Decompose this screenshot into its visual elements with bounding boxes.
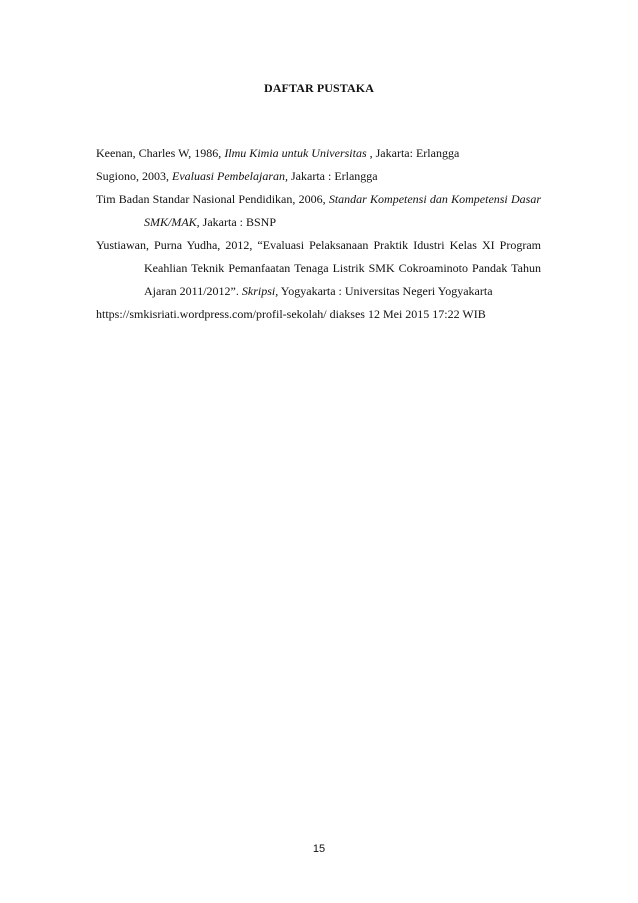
reference-entry-url xyxy=(96,303,541,326)
reference-text: Sugiono, 2003, xyxy=(96,169,173,183)
reference-title: Standar Kompetensi dan Kompetensi Dasar SMK/MAK, xyxy=(144,192,541,229)
reference-text: Yustiawan, Purna Yudha, 2012, “Evaluasi Pelaksanaan Praktik Idustri Kelas XI Program Keahlian Teknik Pemanfaatan Tenaga Listrik SMK Cokroaminoto Pandak Tahun Ajaran 2011/2012”. xyxy=(96,238,541,298)
reference-title: Skripsi, xyxy=(241,284,279,298)
page-number: 15 xyxy=(312,843,326,855)
reference-publisher: , Jakarta: Erlangga xyxy=(366,146,460,160)
reference-entry xyxy=(96,165,541,188)
reference-text: Keenan, Charles W, 1986, xyxy=(96,146,225,160)
reference-entry xyxy=(96,142,541,165)
reference-entry xyxy=(96,234,541,303)
reference-entry xyxy=(96,188,541,234)
reference-title: Ilmu Kimia untuk Universitas xyxy=(224,146,367,160)
reference-url-text: https://smkisriati.wordpress.com/profil-sekolah/ diakses 12 Mei 2015 17:22 WIB xyxy=(96,307,486,321)
reference-title: Evaluasi Pembelajaran, xyxy=(172,169,288,183)
reference-publisher: Jakarta : Erlangga xyxy=(288,169,378,183)
reference-text: Tim Badan Standar Nasional Pendidikan, 2006, xyxy=(96,192,329,206)
page-title: DAFTAR PUSTAKA xyxy=(264,81,374,95)
reference-publisher: Jakarta : BSNP xyxy=(199,215,277,229)
reference-publisher: Yogyakarta : Universitas Negeri Yogyakarta xyxy=(278,284,493,298)
reference-list xyxy=(96,142,541,326)
